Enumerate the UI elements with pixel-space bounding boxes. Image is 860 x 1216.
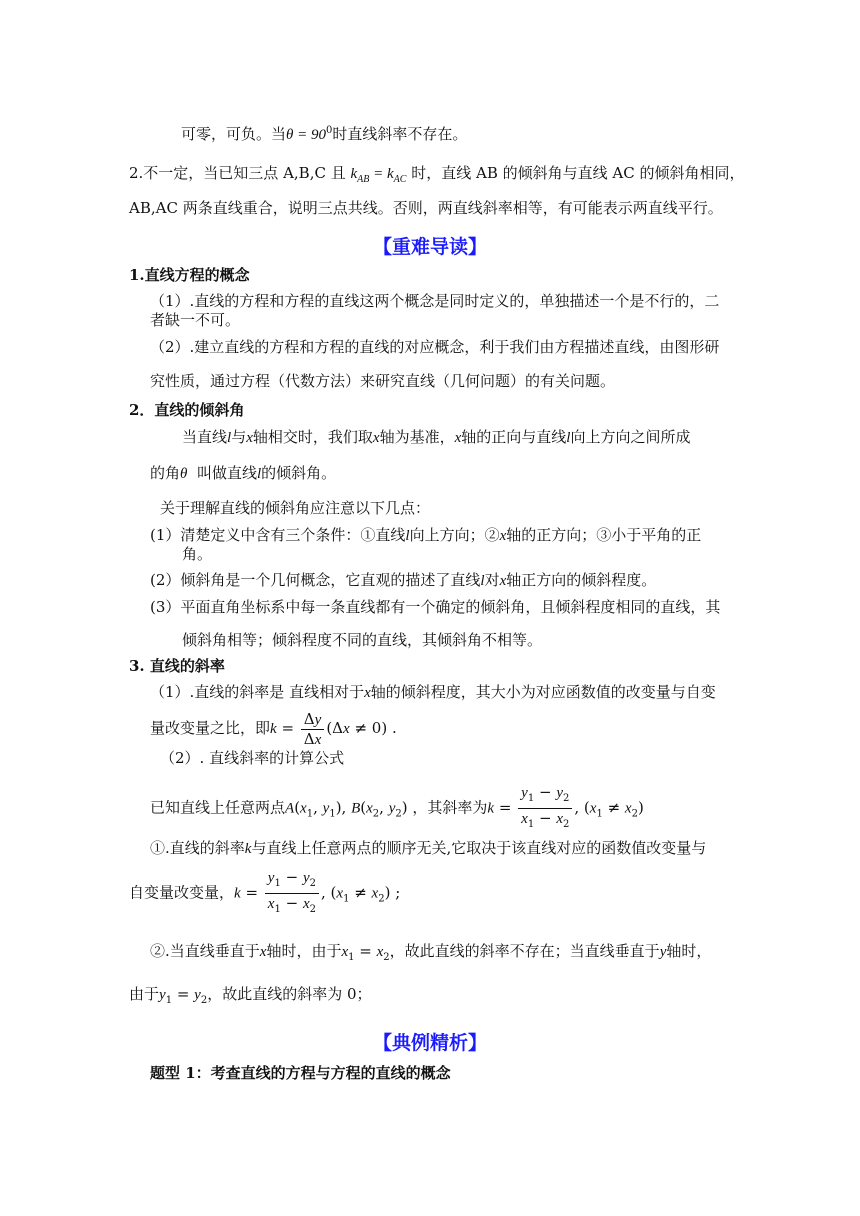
text-span: 时，直线 AB 的倾斜角与直线 AC 的倾斜角相同， — [411, 164, 745, 182]
text-line: 究性质，通过方程（代数方法）来研究直线（几何问题）的有关问题。 — [150, 372, 616, 390]
slope-equality-math: $k_{AB} = k_{AC}$ — [350, 166, 407, 185]
text-line: （1）.直线的方程和方程的直线这两个概念是同时定义的，单独描述一个是不行的，二 — [150, 292, 720, 310]
section-title: 2．直线的倾斜角 — [129, 401, 245, 419]
text-line: ②.当直线垂直于x轴时，由于$x_1 = x_2$，故此直线的斜率不存在；当直线垂直于y轴时， — [150, 942, 712, 963]
section-heading-2: 【典例精析】 — [372, 1032, 487, 1054]
section-title: 1.直线方程的概念 — [129, 266, 250, 284]
text-line — [181, 121, 467, 145]
text-line: 由于$y_1 = y_2$，故此直线的斜率为 0； — [129, 985, 372, 1006]
text-line: 自变量改变量，k = $\frac{y_1 - y_2}{x_1 - x_2}$ , $(x_1 \ne x_2)$ ; — [129, 868, 400, 920]
slope-fraction: $\frac{y_1 - y_2}{x_1 - x_2}$ — [518, 783, 572, 834]
question-type-title: 题型 1：考查直线的方程与方程的直线的概念 — [150, 1064, 451, 1082]
text-line: 的角θ 叫做直线l的倾斜角。 — [150, 464, 337, 482]
text-line: 角。 — [182, 545, 213, 563]
slope-fraction: $\frac{y_1 - y_2}{x_1 - x_2}$ — [265, 868, 319, 919]
section-title: 3. 直线的斜率 — [129, 657, 225, 675]
text-line: （1）.直线的斜率是 直线相对于x轴的倾斜程度，其大小为对应函数值的改变量与自变 — [150, 683, 716, 701]
text-line: 量改变量之比，即k = $\frac{\Delta y}{\Delta x}$ (Δx ≠ 0) . — [150, 709, 397, 748]
section-heading-1: 【重难导读】 — [372, 236, 487, 258]
text-line: 倾斜角相等；倾斜程度不同的直线，其倾斜角不相等。 — [182, 631, 543, 649]
text-span: 2.不一定，当已知三点 A,B,C 且 — [129, 164, 346, 182]
theta-math: θ = 90 — [286, 127, 327, 143]
text-line: ①.直线的斜率k与直线上任意两点的顺序无关,它取决于该直线对应的函数值改变量与 — [150, 839, 707, 857]
text-line: AB,AC 两条直线重合，说明三点共线。否则，两直线斜率相等，有可能表示两直线平行。 — [129, 199, 723, 217]
text-line: (2）倾斜角是一个几何概念，它直观的描述了直线l对x轴正方向的倾斜程度。 — [150, 571, 657, 589]
text-line: 当直线l与x轴相交时，我们取x轴为基准，x轴的正向与直线l向上方向之间所成 — [182, 428, 691, 446]
text-line: (3）平面直角坐标系中每一条直线都有一个确定的倾斜角，且倾斜程度相同的直线，其 — [150, 598, 721, 616]
fraction-dy-dx: $\frac{\Delta y}{\Delta x}$ — [301, 710, 325, 749]
text-line: 关于理解直线的倾斜角应注意以下几点： — [160, 499, 431, 517]
text-span: 时直线斜率不存在。 — [332, 125, 468, 143]
text-line: (1）清楚定义中含有三个条件：①直线l向上方向；②x轴的正方向；③小于平角的正 — [150, 526, 702, 544]
text-line: 已知直线上任意两点$A(x_1$, $y_1$), $B(x_2$, $y_2$) ，其斜率为k = $\frac{y_1 - y_2}{x_1 - x_2}$ , $(x_1 \ne x_2)$ — [150, 783, 644, 835]
text-line — [129, 163, 744, 190]
text-line: （2）. 直线斜率的计算公式 — [160, 749, 345, 767]
text-line: （2）.建立直线的方程和方程的直线的对应概念，利于我们由方程描述直线，由图形研 — [150, 338, 720, 356]
text-span: 可零，可负。当 — [181, 125, 287, 143]
superscript: 0 — [326, 125, 333, 136]
text-line: 者缺一不可。 — [150, 311, 241, 329]
